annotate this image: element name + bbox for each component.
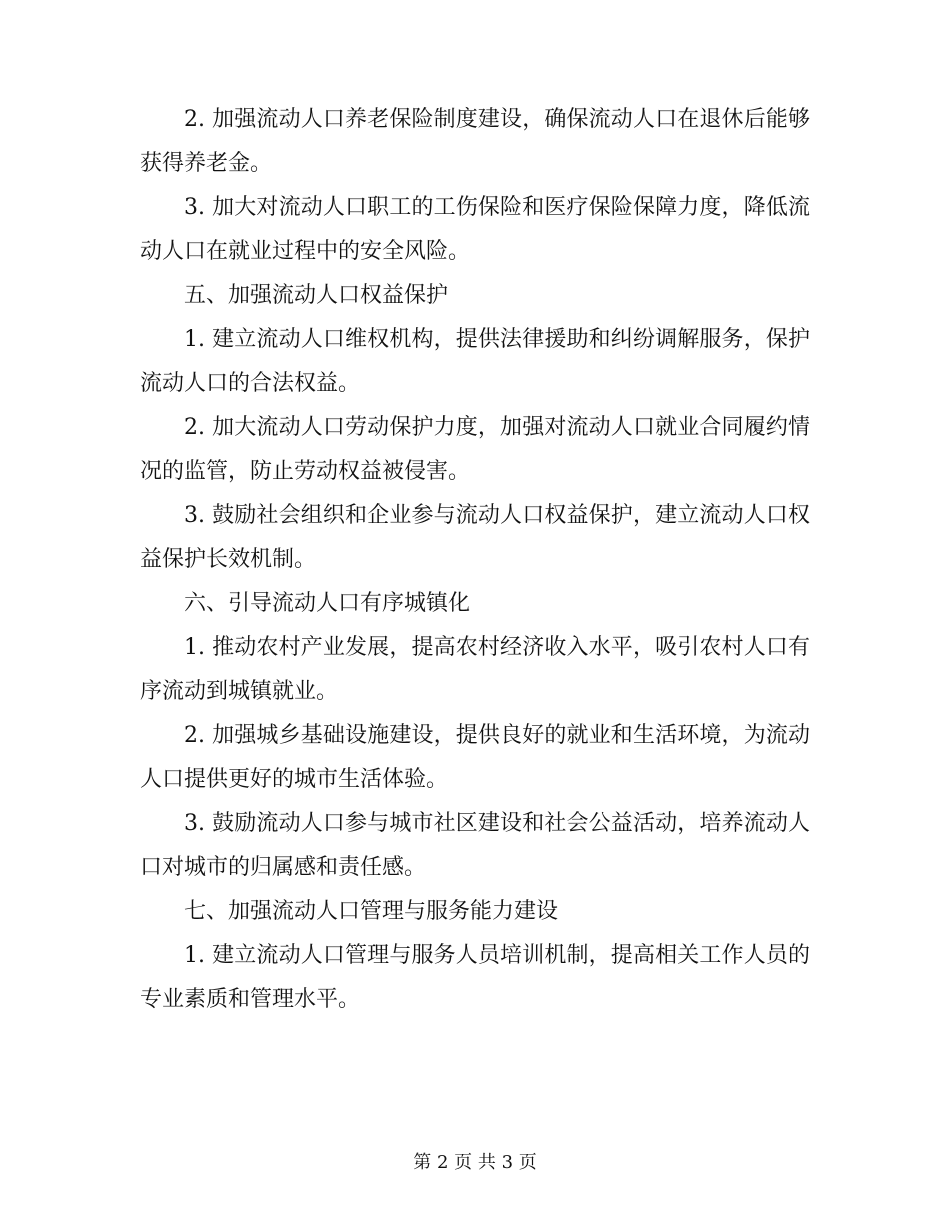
- paragraph-rural-industry: 1. 推动农村产业发展，提高农村经济收入水平，吸引农村人口有序流动到城镇就业。: [140, 635, 810, 704]
- section-heading-5: 五、加强流动人口权益保护: [184, 283, 449, 308]
- paragraph-rights-agency: 1. 建立流动人口维权机构，提供法律援助和纠纷调解服务，保护流动人口的合法权益。: [140, 327, 810, 396]
- paragraph-training: 1. 建立流动人口管理与服务人员培训机制，提高相关工作人员的专业素质和管理水平。: [140, 943, 810, 1012]
- page-number-footer: 第 2 页 共 3 页: [413, 1152, 537, 1173]
- paragraph-injury-insurance: 3. 加大对流动人口职工的工伤保险和医疗保险保障力度，降低流动人口在就业过程中的安全风险。: [140, 195, 810, 264]
- paragraph-labor-protection: 2. 加大流动人口劳动保护力度，加强对流动人口就业合同履约情况的监管，防止劳动权益被侵害。: [140, 415, 810, 484]
- paragraph-community: 3. 鼓励流动人口参与城市社区建设和社会公益活动，培养流动人口对城市的归属感和责任感。: [140, 811, 810, 880]
- paragraph-pension: 2. 加强流动人口养老保险制度建设，确保流动人口在退休后能够获得养老金。: [140, 107, 810, 176]
- document-body: [140, 98, 810, 1022]
- section-heading-6: 六、引导流动人口有序城镇化: [184, 591, 471, 616]
- section-heading-7: 七、加强流动人口管理与服务能力建设: [184, 899, 559, 924]
- paragraph-infrastructure: 2. 加强城乡基础设施建设，提供良好的就业和生活环境，为流动人口提供更好的城市生活体验。: [140, 723, 810, 792]
- paragraph-social-participation: 3. 鼓励社会组织和企业参与流动人口权益保护，建立流动人口权益保护长效机制。: [140, 503, 810, 572]
